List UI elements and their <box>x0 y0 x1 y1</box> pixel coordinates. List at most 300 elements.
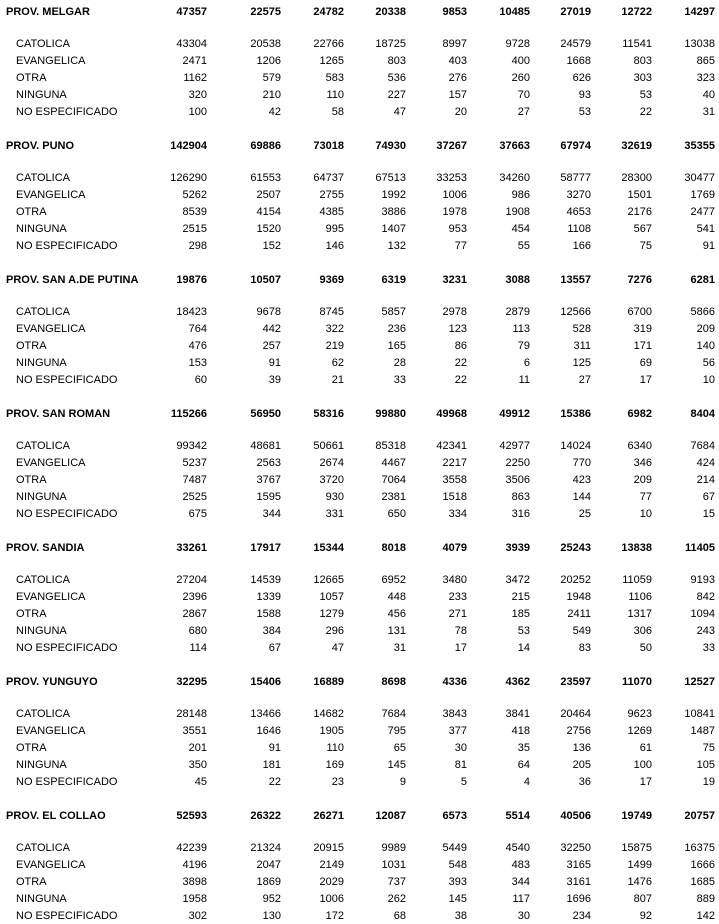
value-cell: 3551 <box>182 724 207 737</box>
value-cell: 1646 <box>256 724 281 737</box>
value-cell: 205 <box>572 758 591 771</box>
category-row <box>0 588 719 605</box>
value-cell: 25 <box>578 507 591 520</box>
category-label: OTRA <box>16 473 47 486</box>
value-cell: 210 <box>262 88 281 101</box>
section-gap-row <box>0 120 719 137</box>
province-row <box>0 271 719 288</box>
spacer-cell <box>0 422 719 437</box>
value-cell: 567 <box>633 222 652 235</box>
value-cell: 53 <box>639 88 652 101</box>
value-cell: 65 <box>393 741 406 754</box>
value-cell: 5449 <box>442 841 467 854</box>
category-row <box>0 773 719 790</box>
value-cell: 14 <box>517 641 530 654</box>
province-total-cell: 26322 <box>250 809 281 822</box>
value-cell: 2396 <box>182 590 207 603</box>
value-cell: 1948 <box>566 590 591 603</box>
value-cell: 77 <box>639 490 652 503</box>
category-label: EVANGELICA <box>16 858 86 871</box>
value-cell: 8997 <box>442 37 467 50</box>
province-total-cell: 58316 <box>313 407 344 420</box>
province-row <box>0 137 719 154</box>
province-total-cell: 32619 <box>621 139 652 152</box>
value-cell: 1992 <box>381 188 406 201</box>
value-cell: 4196 <box>182 858 207 871</box>
province-total-cell: 35355 <box>684 139 715 152</box>
value-cell: 296 <box>325 624 344 637</box>
value-cell: 5866 <box>690 305 715 318</box>
province-total-cell: 26271 <box>313 809 344 822</box>
value-cell: 316 <box>511 507 530 520</box>
value-cell: 53 <box>517 624 530 637</box>
value-cell: 132 <box>387 239 406 252</box>
value-cell: 4385 <box>319 205 344 218</box>
category-label: CATOLICA <box>16 37 70 50</box>
province-total-cell: 6281 <box>690 273 715 286</box>
province-total-cell: 33261 <box>176 541 207 554</box>
province-total-cell: 25243 <box>560 541 591 554</box>
value-cell: 17 <box>639 373 652 386</box>
value-cell: 260 <box>511 71 530 84</box>
value-cell: 6952 <box>381 573 406 586</box>
province-total-cell: 56950 <box>250 407 281 420</box>
value-cell: 863 <box>511 490 530 503</box>
province-total-cell: 13838 <box>621 541 652 554</box>
province-total-cell: 12722 <box>621 5 652 18</box>
category-row <box>0 622 719 639</box>
province-name: PROV. EL COLLAO <box>6 809 106 822</box>
category-label: NO ESPECIFICADO <box>16 373 118 386</box>
value-cell: 27 <box>578 373 591 386</box>
spacer-cell <box>0 656 719 673</box>
value-cell: 56 <box>702 356 715 369</box>
category-row <box>0 103 719 120</box>
value-cell: 144 <box>572 490 591 503</box>
header-spacer-row <box>0 556 719 571</box>
value-cell: 1339 <box>256 590 281 603</box>
spacer-cell <box>0 824 719 839</box>
value-cell: 28 <box>393 356 406 369</box>
province-total-cell: 16889 <box>313 675 344 688</box>
province-total-cell: 8698 <box>381 675 406 688</box>
category-row <box>0 605 719 622</box>
value-cell: 17 <box>454 641 467 654</box>
value-cell: 2381 <box>381 490 406 503</box>
value-cell: 33253 <box>436 171 467 184</box>
value-cell: 423 <box>572 473 591 486</box>
category-row <box>0 320 719 337</box>
value-cell: 22 <box>454 373 467 386</box>
value-cell: 61553 <box>250 171 281 184</box>
value-cell: 6700 <box>627 305 652 318</box>
value-cell: 61 <box>639 741 652 754</box>
value-cell: 60 <box>194 373 207 386</box>
value-cell: 42239 <box>176 841 207 854</box>
value-cell: 28300 <box>621 171 652 184</box>
province-name: PROV. SAN A.DE PUTINA <box>6 273 139 286</box>
value-cell: 130 <box>262 909 281 922</box>
value-cell: 454 <box>511 222 530 235</box>
value-cell: 344 <box>511 875 530 888</box>
value-cell: 5 <box>460 775 467 788</box>
category-label: EVANGELICA <box>16 188 86 201</box>
province-total-cell: 4336 <box>442 675 467 688</box>
category-row <box>0 705 719 722</box>
value-cell: 4653 <box>566 205 591 218</box>
value-cell: 153 <box>188 356 207 369</box>
value-cell: 986 <box>511 188 530 201</box>
value-cell: 219 <box>325 339 344 352</box>
value-cell: 5857 <box>381 305 406 318</box>
value-cell: 22 <box>454 356 467 369</box>
value-cell: 58 <box>331 105 344 118</box>
category-label: NO ESPECIFICADO <box>16 641 118 654</box>
value-cell: 131 <box>387 624 406 637</box>
spacer-cell <box>0 388 719 405</box>
value-cell: 234 <box>572 909 591 922</box>
province-total-cell: 40506 <box>560 809 591 822</box>
value-cell: 9193 <box>690 573 715 586</box>
value-cell: 209 <box>633 473 652 486</box>
value-cell: 842 <box>696 590 715 603</box>
value-cell: 42 <box>268 105 281 118</box>
category-row <box>0 354 719 371</box>
province-total-cell: 9369 <box>319 273 344 286</box>
category-label: EVANGELICA <box>16 54 86 67</box>
value-cell: 1206 <box>256 54 281 67</box>
value-cell: 803 <box>633 54 652 67</box>
value-cell: 311 <box>573 339 591 352</box>
value-cell: 271 <box>448 607 467 620</box>
value-cell: 302 <box>188 909 207 922</box>
value-cell: 27204 <box>176 573 207 586</box>
province-total-cell: 24782 <box>313 5 344 18</box>
province-name: PROV. SAN ROMAN <box>6 407 111 420</box>
value-cell: 764 <box>188 322 207 335</box>
category-row <box>0 856 719 873</box>
value-cell: 4467 <box>381 456 406 469</box>
value-cell: 17 <box>639 775 652 788</box>
value-cell: 50661 <box>313 439 344 452</box>
category-row <box>0 505 719 522</box>
value-cell: 14682 <box>313 707 344 720</box>
value-cell: 9728 <box>505 37 530 50</box>
value-cell: 12566 <box>560 305 591 318</box>
category-label: CATOLICA <box>16 841 70 854</box>
category-label: OTRA <box>16 339 47 352</box>
province-total-cell: 19749 <box>621 809 652 822</box>
province-total-cell: 49912 <box>499 407 530 420</box>
category-label: OTRA <box>16 71 47 84</box>
value-cell: 4540 <box>505 841 530 854</box>
value-cell: 953 <box>448 222 467 235</box>
value-cell: 1685 <box>690 875 715 888</box>
province-total-cell: 37663 <box>499 139 530 152</box>
value-cell: 34260 <box>499 171 530 184</box>
value-cell: 62 <box>331 356 344 369</box>
value-cell: 3558 <box>442 473 467 486</box>
value-cell: 172 <box>325 909 344 922</box>
value-cell: 276 <box>448 71 467 84</box>
province-total-cell: 13557 <box>560 273 591 286</box>
value-cell: 1501 <box>627 188 652 201</box>
value-cell: 20464 <box>560 707 591 720</box>
value-cell: 2525 <box>182 490 207 503</box>
value-cell: 86 <box>454 339 467 352</box>
value-cell: 737 <box>387 875 406 888</box>
header-spacer-row <box>0 288 719 303</box>
value-cell: 20915 <box>313 841 344 854</box>
value-cell: 346 <box>633 456 652 469</box>
value-cell: 47 <box>393 105 406 118</box>
value-cell: 2250 <box>505 456 530 469</box>
value-cell: 303 <box>633 71 652 84</box>
value-cell: 2477 <box>690 205 715 218</box>
category-label: CATOLICA <box>16 305 70 318</box>
value-cell: 548 <box>448 858 467 871</box>
value-cell: 14024 <box>560 439 591 452</box>
value-cell: 3886 <box>381 205 406 218</box>
province-total-cell: 3939 <box>505 541 530 554</box>
value-cell: 6 <box>523 356 530 369</box>
value-cell: 1908 <box>505 205 530 218</box>
value-cell: 3506 <box>505 473 530 486</box>
value-cell: 22766 <box>313 37 344 50</box>
value-cell: 3270 <box>566 188 591 201</box>
category-label: OTRA <box>16 205 47 218</box>
value-cell: 9 <box>399 775 406 788</box>
value-cell: 334 <box>448 507 467 520</box>
value-cell: 770 <box>572 456 591 469</box>
value-cell: 114 <box>189 641 207 654</box>
value-cell: 8539 <box>182 205 207 218</box>
category-row <box>0 371 719 388</box>
value-cell: 30 <box>517 909 530 922</box>
value-cell: 11 <box>518 373 530 386</box>
category-row <box>0 722 719 739</box>
header-spacer-row <box>0 20 719 35</box>
value-cell: 10 <box>639 507 652 520</box>
category-row <box>0 488 719 505</box>
value-cell: 4154 <box>256 205 281 218</box>
category-label: NINGUNA <box>16 88 67 101</box>
value-cell: 3767 <box>256 473 281 486</box>
value-cell: 322 <box>325 322 344 335</box>
section-gap-row <box>0 254 719 271</box>
value-cell: 1978 <box>442 205 467 218</box>
province-total-cell: 10485 <box>499 5 530 18</box>
value-cell: 483 <box>511 858 530 871</box>
religion-by-province-table <box>0 3 719 924</box>
spacer-cell <box>0 288 719 303</box>
category-row <box>0 890 719 907</box>
province-total-cell: 11070 <box>622 675 652 688</box>
category-row <box>0 454 719 471</box>
province-total-cell: 6319 <box>381 273 406 286</box>
spacer-cell <box>0 254 719 271</box>
value-cell: 1031 <box>381 858 406 871</box>
value-cell: 675 <box>188 507 207 520</box>
value-cell: 67513 <box>375 171 406 184</box>
value-cell: 393 <box>448 875 467 888</box>
value-cell: 19 <box>702 775 715 788</box>
province-name: PROV. YUNGUYO <box>6 675 98 688</box>
province-total-cell: 74930 <box>375 139 406 152</box>
value-cell: 650 <box>387 507 406 520</box>
value-cell: 38 <box>454 909 467 922</box>
province-total-cell: 4362 <box>505 675 530 688</box>
province-total-cell: 12087 <box>375 809 406 822</box>
province-name: PROV. SANDIA <box>6 541 85 554</box>
value-cell: 39 <box>268 373 281 386</box>
value-cell: 3720 <box>319 473 344 486</box>
value-cell: 67 <box>268 641 281 654</box>
province-row <box>0 405 719 422</box>
province-total-cell: 22575 <box>250 5 281 18</box>
value-cell: 3843 <box>442 707 467 720</box>
value-cell: 1057 <box>319 590 344 603</box>
value-cell: 233 <box>448 590 467 603</box>
category-label: EVANGELICA <box>16 590 86 603</box>
value-cell: 795 <box>387 724 406 737</box>
value-cell: 306 <box>633 624 652 637</box>
value-cell: 91 <box>268 741 281 754</box>
value-cell: 81 <box>454 758 467 771</box>
value-cell: 1588 <box>256 607 281 620</box>
value-cell: 11059 <box>622 573 652 586</box>
value-cell: 125 <box>572 356 591 369</box>
value-cell: 2411 <box>567 607 591 620</box>
value-cell: 50 <box>639 641 652 654</box>
province-total-cell: 32295 <box>176 675 207 688</box>
value-cell: 100 <box>633 758 652 771</box>
value-cell: 418 <box>511 724 530 737</box>
category-label: OTRA <box>16 741 47 754</box>
province-total-cell: 12527 <box>684 675 715 688</box>
value-cell: 146 <box>325 239 344 252</box>
header-spacer-row <box>0 422 719 437</box>
category-label: CATOLICA <box>16 707 70 720</box>
province-total-cell: 52593 <box>176 809 207 822</box>
value-cell: 47 <box>331 641 344 654</box>
value-cell: 1487 <box>690 724 715 737</box>
value-cell: 1520 <box>256 222 281 235</box>
value-cell: 8745 <box>319 305 344 318</box>
value-cell: 215 <box>511 590 530 603</box>
category-label: NINGUNA <box>16 892 67 905</box>
value-cell: 7684 <box>690 439 715 452</box>
value-cell: 1518 <box>442 490 467 503</box>
value-cell: 68 <box>393 909 406 922</box>
category-label: OTRA <box>16 875 47 888</box>
value-cell: 1499 <box>627 858 652 871</box>
province-row <box>0 807 719 824</box>
value-cell: 1696 <box>566 892 591 905</box>
category-row <box>0 571 719 588</box>
spacer-cell <box>0 690 719 705</box>
value-cell: 865 <box>696 54 715 67</box>
value-cell: 75 <box>702 741 715 754</box>
province-total-cell: 20757 <box>684 809 715 822</box>
value-cell: 209 <box>696 322 715 335</box>
value-cell: 77 <box>454 239 467 252</box>
value-cell: 2515 <box>182 222 207 235</box>
value-cell: 350 <box>188 758 207 771</box>
value-cell: 64737 <box>313 171 344 184</box>
spacer-cell <box>0 556 719 571</box>
value-cell: 384 <box>262 624 281 637</box>
value-cell: 1317 <box>627 607 652 620</box>
value-cell: 7684 <box>381 707 406 720</box>
province-total-cell: 7276 <box>627 273 652 286</box>
value-cell: 1958 <box>182 892 207 905</box>
value-cell: 1006 <box>442 188 467 201</box>
value-cell: 1595 <box>256 490 281 503</box>
value-cell: 227 <box>387 88 406 101</box>
spacer-cell <box>0 522 719 539</box>
value-cell: 70 <box>517 88 530 101</box>
value-cell: 43304 <box>176 37 207 50</box>
header-spacer-row <box>0 154 719 169</box>
value-cell: 27 <box>517 105 530 118</box>
value-cell: 541 <box>696 222 715 235</box>
category-row <box>0 639 719 656</box>
value-cell: 75 <box>639 239 652 252</box>
value-cell: 11541 <box>622 37 652 50</box>
value-cell: 69 <box>639 356 652 369</box>
category-label: CATOLICA <box>16 573 70 586</box>
category-row <box>0 437 719 454</box>
province-row <box>0 3 719 20</box>
value-cell: 583 <box>325 71 344 84</box>
value-cell: 33 <box>702 641 715 654</box>
value-cell: 92 <box>639 909 652 922</box>
category-row <box>0 907 719 924</box>
value-cell: 91 <box>268 356 281 369</box>
value-cell: 67 <box>702 490 715 503</box>
value-cell: 2047 <box>256 858 281 871</box>
category-label: NO ESPECIFICADO <box>16 909 118 922</box>
value-cell: 403 <box>448 54 467 67</box>
value-cell: 4 <box>523 775 530 788</box>
spacer-cell <box>0 20 719 35</box>
value-cell: 9678 <box>256 305 281 318</box>
value-cell: 476 <box>188 339 207 352</box>
value-cell: 181 <box>262 758 281 771</box>
category-label: NO ESPECIFICADO <box>16 239 118 252</box>
value-cell: 15875 <box>621 841 652 854</box>
value-cell: 33 <box>393 373 406 386</box>
section-gap-row <box>0 522 719 539</box>
province-total-cell: 14297 <box>684 5 715 18</box>
value-cell: 145 <box>448 892 467 905</box>
category-row <box>0 839 719 856</box>
spacer-cell <box>0 154 719 169</box>
value-cell: 48681 <box>250 439 281 452</box>
value-cell: 2756 <box>566 724 591 737</box>
value-cell: 456 <box>387 607 406 620</box>
value-cell: 31 <box>393 641 406 654</box>
value-cell: 2029 <box>319 875 344 888</box>
value-cell: 35 <box>517 741 530 754</box>
category-row <box>0 237 719 254</box>
value-cell: 20 <box>454 105 467 118</box>
category-row <box>0 52 719 69</box>
value-cell: 20252 <box>560 573 591 586</box>
value-cell: 117 <box>512 892 530 905</box>
value-cell: 24579 <box>560 37 591 50</box>
